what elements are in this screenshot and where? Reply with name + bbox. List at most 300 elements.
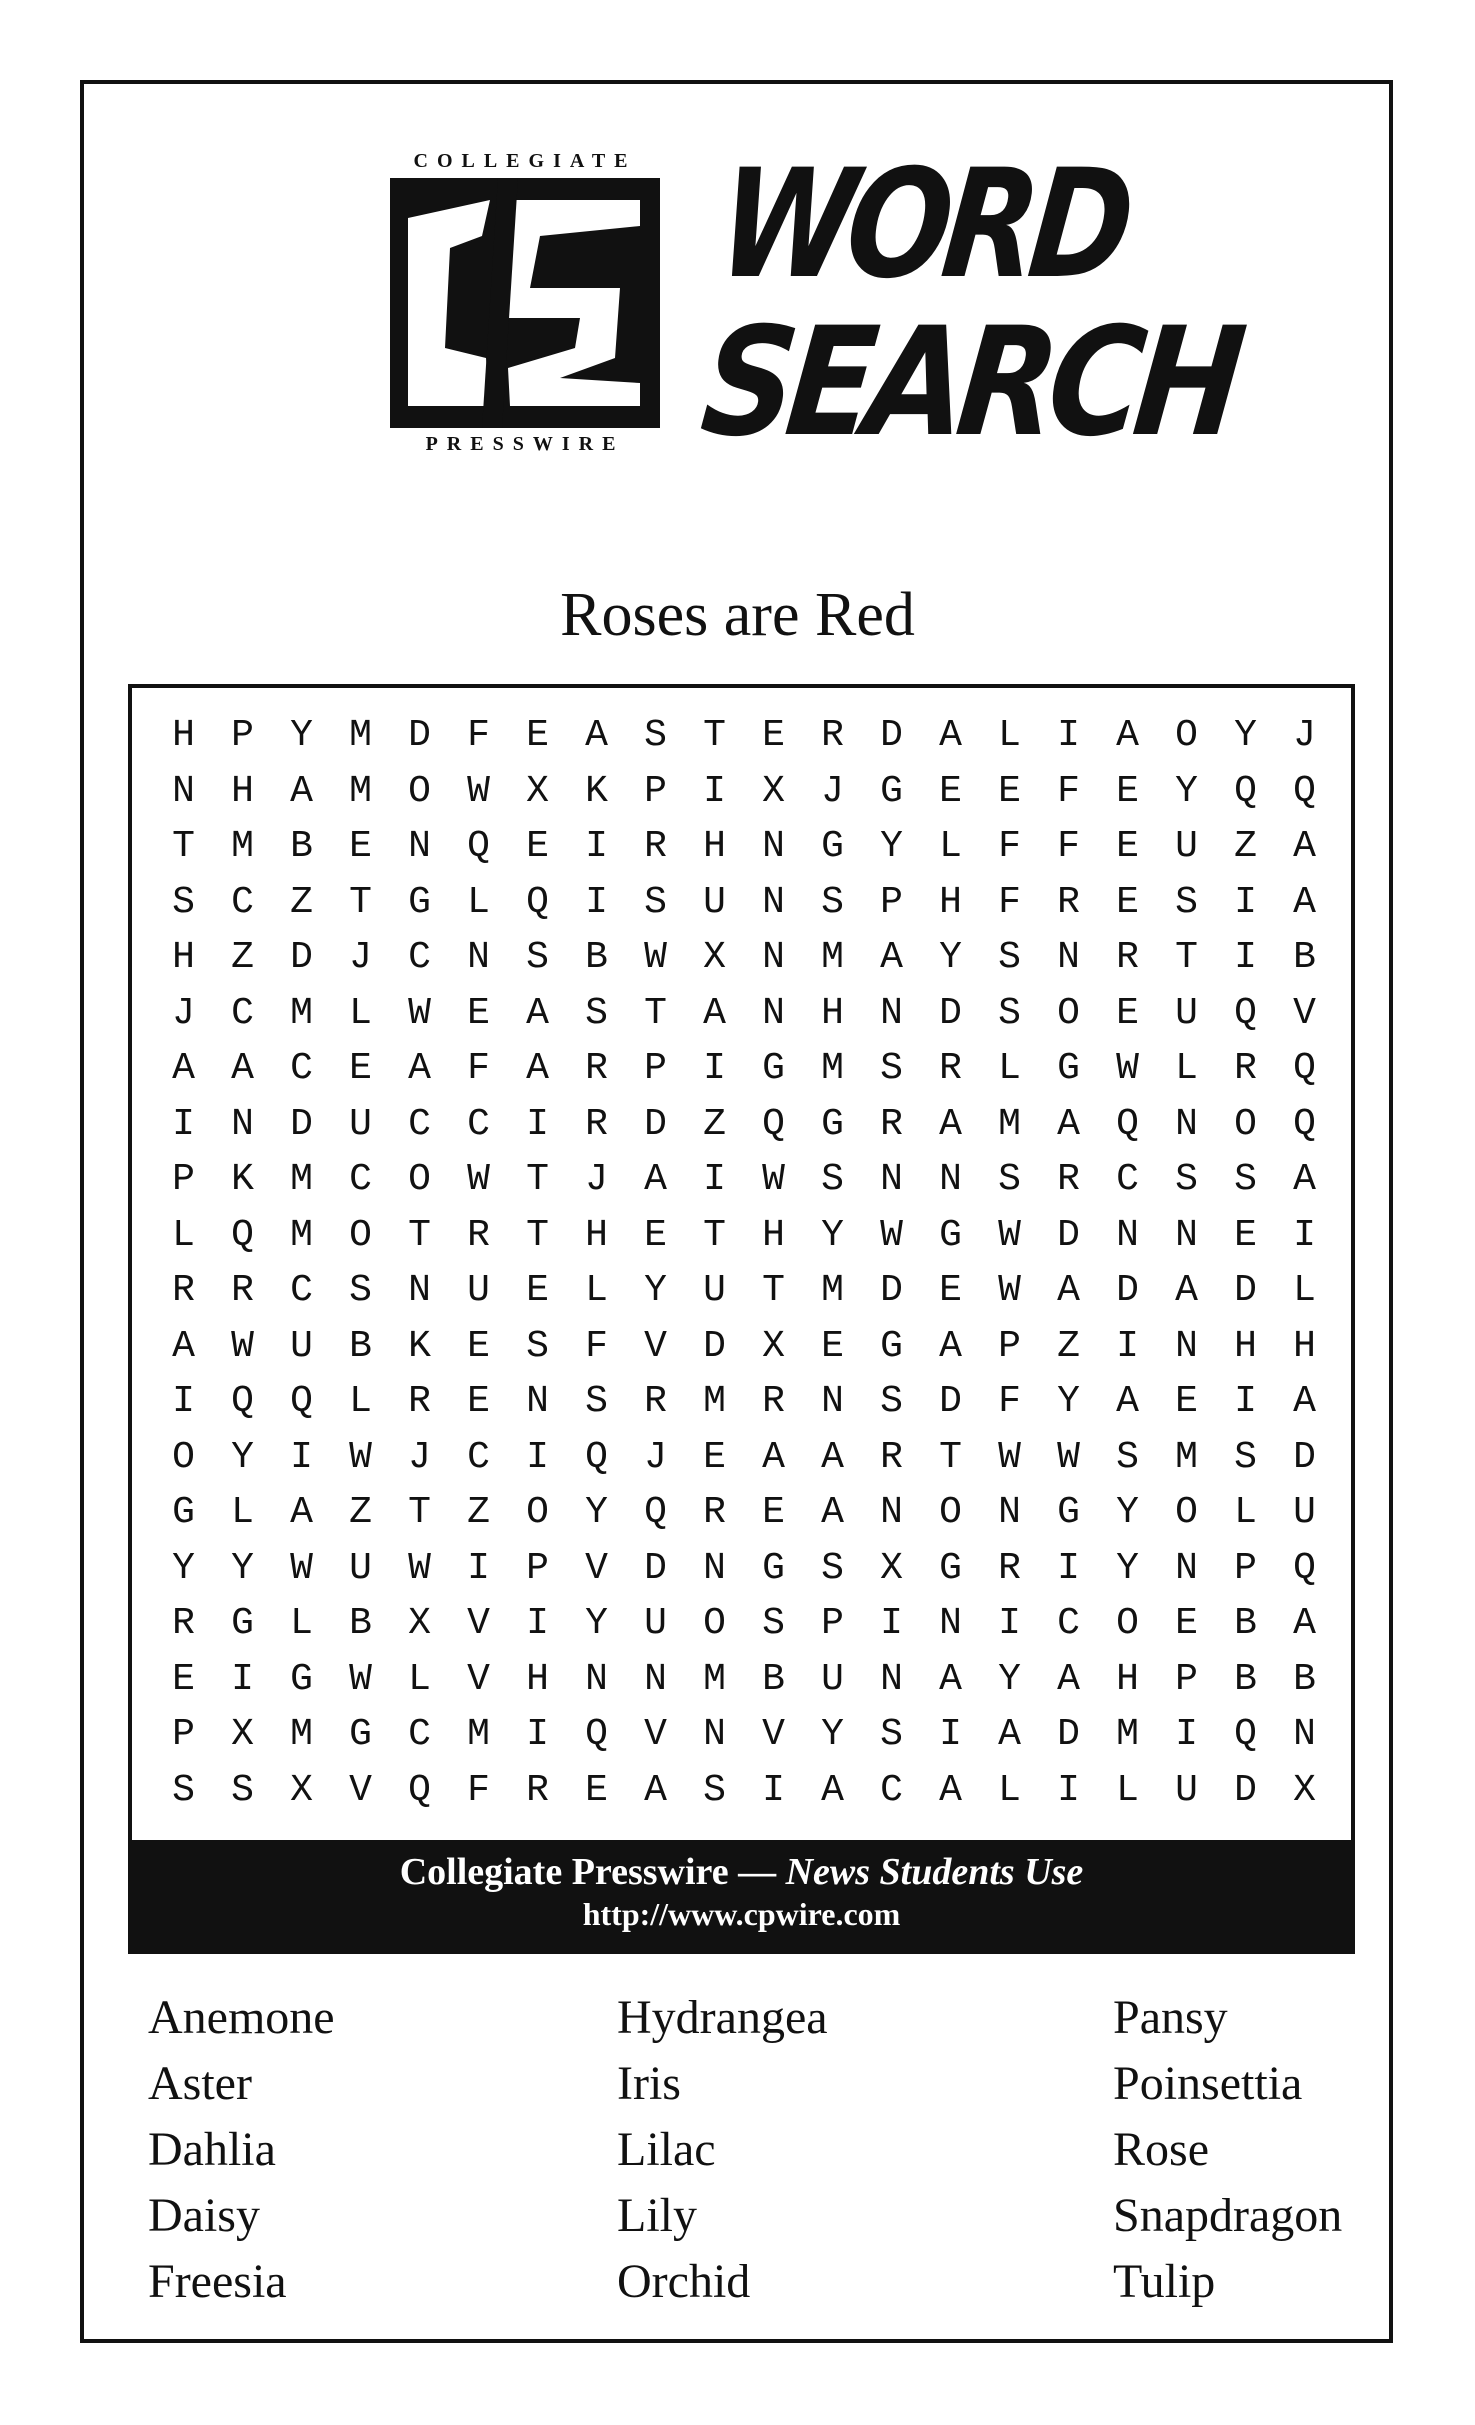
- grid-cell: S: [585, 991, 608, 1035]
- grid-cell: O: [172, 1435, 195, 1479]
- publisher-name: Collegiate Presswire —: [399, 1851, 786, 1893]
- grid-cell: M: [821, 1269, 844, 1313]
- grid-cell: Z: [467, 1491, 490, 1535]
- grid-cell: S: [762, 1602, 785, 1646]
- heading-line-search: SEARCH: [694, 296, 1245, 470]
- grid-cell: H: [1116, 1657, 1139, 1701]
- grid-cell: A: [1116, 714, 1139, 758]
- grid-cell: E: [172, 1657, 195, 1701]
- grid-cell: N: [939, 1602, 962, 1646]
- grid-cell: U: [467, 1269, 490, 1313]
- grid-cell: U: [1293, 1491, 1316, 1535]
- grid-row: [154, 764, 1334, 820]
- grid-cell: O: [1175, 1491, 1198, 1535]
- puzzle-grid-box: [128, 684, 1355, 1954]
- grid-cell: R: [585, 1102, 608, 1146]
- grid-cell: Q: [585, 1435, 608, 1479]
- grid-cell: H: [585, 1213, 608, 1257]
- grid-cell: D: [1293, 1435, 1316, 1479]
- grid-cell: B: [290, 825, 313, 869]
- grid-cell: H: [821, 991, 844, 1035]
- grid-cell: G: [1057, 1047, 1080, 1091]
- grid-cell: Z: [349, 1491, 372, 1535]
- grid-cell: A: [939, 1102, 962, 1146]
- grid-cell: A: [172, 1324, 195, 1368]
- grid-cell: F: [1057, 825, 1080, 869]
- grid-cell: A: [290, 1491, 313, 1535]
- grid-cell: Y: [939, 936, 962, 980]
- grid-cell: I: [880, 1602, 903, 1646]
- grid-cell: G: [821, 1102, 844, 1146]
- grid-cell: H: [1234, 1324, 1257, 1368]
- grid-cell: U: [1175, 991, 1198, 1035]
- grid-cell: D: [644, 1102, 667, 1146]
- grid-cell: E: [467, 1324, 490, 1368]
- grid-cell: S: [231, 1768, 254, 1812]
- grid-cell: N: [703, 1546, 726, 1590]
- grid-cell: G: [231, 1602, 254, 1646]
- grid-row: [154, 1152, 1334, 1208]
- grid-cell: O: [703, 1602, 726, 1646]
- grid-cell: D: [1057, 1213, 1080, 1257]
- grid-cell: S: [1116, 1435, 1139, 1479]
- grid-cell: V: [762, 1713, 785, 1757]
- grid-cell: J: [821, 769, 844, 813]
- grid-cell: W: [290, 1546, 313, 1590]
- grid-cell: I: [231, 1657, 254, 1701]
- grid-cell: S: [644, 714, 667, 758]
- grid-cell: Y: [1234, 714, 1257, 758]
- grid-cell: R: [1234, 1047, 1257, 1091]
- grid-cell: I: [1175, 1713, 1198, 1757]
- grid-cell: L: [998, 1768, 1021, 1812]
- word-list-item: Snapdragon: [1113, 2189, 1343, 2242]
- grid-cell: I: [1057, 714, 1080, 758]
- grid-cell: I: [172, 1102, 195, 1146]
- grid-cell: Q: [1234, 991, 1257, 1035]
- grid-cell: E: [349, 825, 372, 869]
- grid-cell: P: [998, 1324, 1021, 1368]
- grid-cell: A: [1057, 1269, 1080, 1313]
- grid-cell: L: [349, 991, 372, 1035]
- grid-cell: C: [408, 936, 431, 980]
- grid-cell: W: [467, 769, 490, 813]
- grid-cell: N: [880, 1158, 903, 1202]
- grid-cell: Y: [821, 1713, 844, 1757]
- grid-cell: L: [585, 1269, 608, 1313]
- grid-cell: U: [1175, 825, 1198, 869]
- grid-cell: F: [585, 1324, 608, 1368]
- grid-cell: C: [349, 1158, 372, 1202]
- grid-cell: V: [644, 1324, 667, 1368]
- grid-cell: X: [762, 769, 785, 813]
- grid-cell: G: [290, 1657, 313, 1701]
- grid-cell: N: [231, 1102, 254, 1146]
- grid-cell: Q: [467, 825, 490, 869]
- grid-cell: S: [1175, 1158, 1198, 1202]
- grid-cell: M: [1116, 1713, 1139, 1757]
- grid-cell: R: [998, 1546, 1021, 1590]
- puzzle-title: Roses are Red: [560, 581, 915, 649]
- grid-cell: G: [408, 880, 431, 924]
- grid-cell: B: [1293, 1657, 1316, 1701]
- grid-row: [154, 708, 1334, 764]
- grid-cell: G: [939, 1546, 962, 1590]
- grid-cell: N: [408, 825, 431, 869]
- grid-cell: T: [408, 1491, 431, 1535]
- grid-row: [154, 1263, 1334, 1319]
- grid-row: [154, 1707, 1334, 1763]
- grid-cell: I: [467, 1546, 490, 1590]
- grid-cell: I: [703, 1158, 726, 1202]
- grid-cell: R: [939, 1047, 962, 1091]
- grid-cell: P: [172, 1158, 195, 1202]
- grid-cell: U: [1175, 1768, 1198, 1812]
- grid-cell: M: [703, 1380, 726, 1424]
- word-list-item: Orchid: [617, 2255, 751, 2308]
- grid-cell: O: [349, 1213, 372, 1257]
- grid-cell: N: [1175, 1213, 1198, 1257]
- grid-cell: U: [290, 1324, 313, 1368]
- grid-cell: W: [1057, 1435, 1080, 1479]
- grid-cell: Y: [880, 825, 903, 869]
- grid-cell: I: [703, 769, 726, 813]
- publisher-tagline: News Students Use: [785, 1851, 1084, 1893]
- grid-cell: V: [349, 1768, 372, 1812]
- grid-cell: M: [349, 714, 372, 758]
- grid-cell: M: [998, 1102, 1021, 1146]
- grid-cell: Q: [290, 1380, 313, 1424]
- grid-cell: E: [526, 825, 549, 869]
- grid-cell: L: [998, 714, 1021, 758]
- grid-cell: N: [821, 1380, 844, 1424]
- grid-cell: R: [172, 1602, 195, 1646]
- grid-cell: S: [880, 1380, 903, 1424]
- word-list-item: Dahlia: [148, 2123, 276, 2176]
- grid-cell: M: [821, 1047, 844, 1091]
- grid-cell: R: [644, 1380, 667, 1424]
- grid-cell: Y: [644, 1269, 667, 1313]
- grid-cell: N: [703, 1713, 726, 1757]
- grid-cell: I: [939, 1713, 962, 1757]
- grid-cell: Y: [172, 1546, 195, 1590]
- grid-cell: U: [349, 1102, 372, 1146]
- word-list-item: Tulip: [1113, 2255, 1216, 2308]
- grid-cell: A: [1057, 1102, 1080, 1146]
- grid-cell: I: [1293, 1213, 1316, 1257]
- grid-cell: E: [998, 769, 1021, 813]
- grid-cell: S: [821, 1546, 844, 1590]
- word-list-item: Iris: [617, 2057, 681, 2110]
- grid-cell: T: [703, 714, 726, 758]
- grid-cell: I: [1116, 1324, 1139, 1368]
- word-search-heading: [694, 138, 1346, 470]
- grid-cell: D: [703, 1324, 726, 1368]
- grid-cell: Z: [231, 936, 254, 980]
- grid-cell: J: [1293, 714, 1316, 758]
- grid-cell: Q: [231, 1213, 254, 1257]
- grid-cell: P: [526, 1546, 549, 1590]
- grid-cell: L: [998, 1047, 1021, 1091]
- grid-cell: O: [1057, 991, 1080, 1035]
- grid-cell: G: [880, 1324, 903, 1368]
- grid-cell: A: [939, 714, 962, 758]
- grid-cell: S: [998, 936, 1021, 980]
- grid-cell: Q: [1234, 1713, 1257, 1757]
- word-list-column-1: [148, 1985, 335, 2315]
- grid-cell: I: [526, 1713, 549, 1757]
- grid-cell: R: [585, 1047, 608, 1091]
- grid-cell: N: [408, 1269, 431, 1313]
- grid-cell: I: [290, 1435, 313, 1479]
- grid-cell: Z: [703, 1102, 726, 1146]
- grid-row: [154, 1430, 1334, 1486]
- grid-cell: S: [703, 1768, 726, 1812]
- grid-cell: F: [1057, 769, 1080, 813]
- grid-cell: L: [1175, 1047, 1198, 1091]
- grid-cell: R: [172, 1269, 195, 1313]
- grid-row: [154, 819, 1334, 875]
- grid-cell: S: [880, 1047, 903, 1091]
- grid-cell: Q: [585, 1713, 608, 1757]
- grid-cell: Q: [644, 1491, 667, 1535]
- grid-cell: Y: [1116, 1491, 1139, 1535]
- grid-cell: N: [880, 1657, 903, 1701]
- grid-cell: T: [703, 1213, 726, 1257]
- grid-cell: H: [172, 936, 195, 980]
- grid-cell: A: [1293, 825, 1316, 869]
- grid-cell: X: [290, 1768, 313, 1812]
- grid-cell: N: [585, 1657, 608, 1701]
- grid-cell: N: [762, 880, 785, 924]
- grid-cell: Z: [1057, 1324, 1080, 1368]
- grid-cell: H: [526, 1657, 549, 1701]
- grid-cell: G: [939, 1213, 962, 1257]
- grid-cell: R: [467, 1213, 490, 1257]
- grid-cell: A: [408, 1047, 431, 1091]
- grid-cell: I: [1234, 936, 1257, 980]
- grid-cell: Y: [231, 1435, 254, 1479]
- word-list-item: Poinsettia: [1113, 2057, 1303, 2110]
- logo-top-text: COLLEGIATE: [413, 150, 637, 172]
- grid-cell: E: [1234, 1213, 1257, 1257]
- grid-cell: X: [703, 936, 726, 980]
- grid-cell: Q: [1293, 1546, 1316, 1590]
- grid-cell: J: [585, 1158, 608, 1202]
- grid-cell: W: [1116, 1047, 1139, 1091]
- grid-cell: N: [762, 825, 785, 869]
- grid-cell: E: [1116, 991, 1139, 1035]
- grid-cell: L: [349, 1380, 372, 1424]
- collegiate-presswire-logo: [390, 150, 660, 460]
- grid-cell: R: [1116, 936, 1139, 980]
- grid-cell: H: [172, 714, 195, 758]
- grid-cell: O: [408, 1158, 431, 1202]
- grid-cell: A: [1293, 1602, 1316, 1646]
- word-list-item: Pansy: [1113, 1991, 1228, 2044]
- grid-cell: A: [172, 1047, 195, 1091]
- grid-cell: S: [821, 1158, 844, 1202]
- grid-cell: F: [998, 880, 1021, 924]
- grid-cell: Q: [231, 1380, 254, 1424]
- word-list-item: Freesia: [148, 2255, 287, 2308]
- grid-cell: L: [408, 1657, 431, 1701]
- grid-row: [154, 1596, 1334, 1652]
- grid-cell: A: [880, 936, 903, 980]
- grid-cell: S: [1234, 1435, 1257, 1479]
- grid-cell: I: [762, 1768, 785, 1812]
- grid-cell: E: [1116, 825, 1139, 869]
- grid-cell: H: [939, 880, 962, 924]
- grid-cell: X: [231, 1713, 254, 1757]
- heading-line-word: WORD: [711, 138, 1134, 312]
- grid-cell: S: [880, 1713, 903, 1757]
- grid-cell: Q: [1293, 1047, 1316, 1091]
- grid-cell: B: [1234, 1602, 1257, 1646]
- grid-cell: L: [467, 880, 490, 924]
- grid-cell: N: [1175, 1324, 1198, 1368]
- grid-cell: L: [1116, 1768, 1139, 1812]
- grid-cell: S: [1175, 880, 1198, 924]
- grid-cell: V: [585, 1546, 608, 1590]
- grid-cell: A: [939, 1657, 962, 1701]
- grid-cell: E: [939, 769, 962, 813]
- grid-cell: U: [821, 1657, 844, 1701]
- grid-cell: W: [467, 1158, 490, 1202]
- grid-cell: T: [1175, 936, 1198, 980]
- grid-cell: E: [585, 1768, 608, 1812]
- grid-cell: W: [998, 1269, 1021, 1313]
- word-list-item: Anemone: [148, 1991, 335, 2044]
- grid-cell: C: [290, 1269, 313, 1313]
- grid-cell: T: [526, 1213, 549, 1257]
- grid-cell: V: [467, 1657, 490, 1701]
- grid-cell: T: [172, 825, 195, 869]
- grid-cell: V: [1293, 991, 1316, 1035]
- grid-cell: N: [1175, 1546, 1198, 1590]
- grid-cell: K: [585, 769, 608, 813]
- grid-cell: D: [1057, 1713, 1080, 1757]
- grid-cell: M: [290, 1213, 313, 1257]
- grid-cell: H: [762, 1213, 785, 1257]
- grid-cell: N: [998, 1491, 1021, 1535]
- grid-cell: X: [526, 769, 549, 813]
- grid-cell: B: [349, 1324, 372, 1368]
- grid-cell: R: [644, 825, 667, 869]
- grid-cell: M: [703, 1657, 726, 1701]
- grid-cell: G: [762, 1047, 785, 1091]
- grid-cell: I: [998, 1602, 1021, 1646]
- grid-cell: Q: [762, 1102, 785, 1146]
- grid-cell: P: [644, 1047, 667, 1091]
- grid-cell: E: [467, 1380, 490, 1424]
- grid-cell: R: [880, 1102, 903, 1146]
- grid-cell: E: [1175, 1380, 1198, 1424]
- grid-cell: Y: [998, 1657, 1021, 1701]
- grid-cell: M: [349, 769, 372, 813]
- grid-cell: B: [1234, 1657, 1257, 1701]
- grid-cell: F: [998, 825, 1021, 869]
- grid-cell: R: [1057, 1158, 1080, 1202]
- grid-cell: X: [408, 1602, 431, 1646]
- grid-cell: A: [1293, 1380, 1316, 1424]
- grid-cell: F: [467, 1768, 490, 1812]
- word-list-item: Lily: [617, 2189, 697, 2242]
- grid-cell: O: [1116, 1602, 1139, 1646]
- grid-cell: B: [585, 936, 608, 980]
- grid-cell: A: [821, 1768, 844, 1812]
- grid-cell: A: [821, 1435, 844, 1479]
- word-list-item: Lilac: [617, 2123, 716, 2176]
- grid-cell: A: [1293, 1158, 1316, 1202]
- grid-cell: J: [349, 936, 372, 980]
- grid-cell: I: [526, 1602, 549, 1646]
- grid-cell: Y: [231, 1546, 254, 1590]
- grid-cell: Y: [585, 1602, 608, 1646]
- grid-cell: F: [467, 1047, 490, 1091]
- grid-cell: C: [1057, 1602, 1080, 1646]
- grid-cell: P: [1234, 1546, 1257, 1590]
- grid-cell: L: [1293, 1269, 1316, 1313]
- grid-cell: J: [644, 1435, 667, 1479]
- grid-cell: O: [526, 1491, 549, 1535]
- grid-row: [154, 1041, 1334, 1097]
- grid-cell: Q: [408, 1768, 431, 1812]
- grid-cell: D: [290, 1102, 313, 1146]
- grid-cell: A: [1116, 1380, 1139, 1424]
- grid-cell: T: [762, 1269, 785, 1313]
- publisher-banner: [132, 1840, 1351, 1950]
- grid-cell: J: [172, 991, 195, 1035]
- grid-cell: V: [467, 1602, 490, 1646]
- grid-cell: A: [644, 1768, 667, 1812]
- grid-cell: R: [1057, 880, 1080, 924]
- grid-cell: E: [1116, 769, 1139, 813]
- grid-cell: D: [290, 936, 313, 980]
- grid-cell: N: [172, 769, 195, 813]
- grid-cell: I: [703, 1047, 726, 1091]
- grid-cell: L: [939, 825, 962, 869]
- grid-cell: L: [172, 1213, 195, 1257]
- grid-cell: G: [762, 1546, 785, 1590]
- grid-cell: Y: [1175, 769, 1198, 813]
- grid-cell: A: [644, 1158, 667, 1202]
- grid-cell: N: [880, 1491, 903, 1535]
- grid-row: [154, 875, 1334, 931]
- grid-cell: A: [585, 714, 608, 758]
- grid-cell: D: [644, 1546, 667, 1590]
- grid-cell: A: [821, 1491, 844, 1535]
- grid-cell: P: [231, 714, 254, 758]
- grid-cell: W: [998, 1213, 1021, 1257]
- grid-cell: D: [880, 1269, 903, 1313]
- grid-cell: A: [939, 1768, 962, 1812]
- grid-cell: N: [1175, 1102, 1198, 1146]
- grid-row: [154, 1097, 1334, 1153]
- grid-cell: K: [231, 1158, 254, 1202]
- grid-cell: N: [880, 991, 903, 1035]
- grid-cell: P: [172, 1713, 195, 1757]
- grid-cell: I: [1057, 1546, 1080, 1590]
- grid-cell: P: [1175, 1657, 1198, 1701]
- grid-cell: A: [1057, 1657, 1080, 1701]
- grid-row: [154, 1485, 1334, 1541]
- grid-cell: A: [1175, 1269, 1198, 1313]
- grid-cell: M: [290, 1713, 313, 1757]
- collegiate-presswire-logo-icon: [390, 178, 660, 428]
- grid-cell: Y: [1116, 1546, 1139, 1590]
- grid-cell: A: [1293, 880, 1316, 924]
